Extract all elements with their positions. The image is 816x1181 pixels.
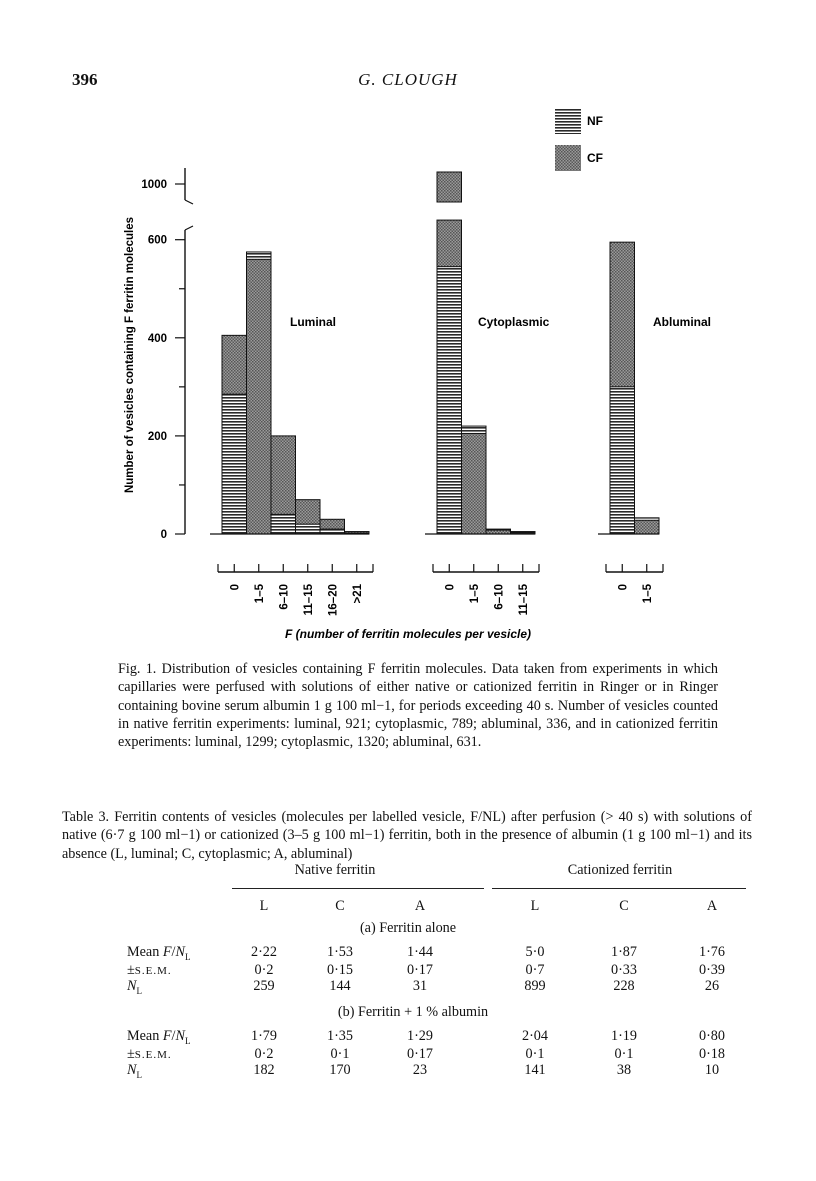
y-axis-break — [185, 226, 193, 230]
table-cell: 0·33 — [610, 962, 638, 978]
table-cell: 144 — [329, 978, 351, 994]
table-cell: 31 — [412, 978, 428, 994]
table-cell: 0·17 — [406, 1046, 434, 1062]
table-cell: 38 — [616, 1062, 632, 1078]
y-tick-label: 1000 — [141, 179, 167, 191]
table-cell: 141 — [524, 1062, 546, 1078]
table-cell: 2·22 — [250, 944, 278, 960]
x-tick-label: 11–15 — [517, 584, 530, 616]
table-cell: 0·1 — [525, 1046, 545, 1062]
x-tick-label: 0 — [617, 584, 630, 591]
x-tick-label: 6–10 — [493, 584, 506, 610]
table-cell: 228 — [613, 978, 635, 994]
x-tick-label: 0 — [444, 584, 457, 591]
col-header: C — [335, 898, 345, 914]
panel-abluminal — [598, 242, 711, 603]
row-label: ±S.E.M. — [127, 1046, 172, 1062]
table-cell: 0·7 — [525, 962, 545, 978]
panel-label: Abluminal — [653, 315, 712, 329]
col-header: C — [619, 898, 629, 914]
x-tick-label: 0 — [229, 584, 242, 591]
bar-cf — [635, 520, 660, 534]
y-tick-label: 400 — [147, 332, 167, 345]
row-label: $N_L$ — [127, 1062, 142, 1080]
table-cell: 2·04 — [521, 1028, 549, 1044]
table-cell: 1·44 — [406, 944, 434, 960]
table-cell: 182 — [253, 1062, 275, 1078]
table-cell: 0·1 — [614, 1046, 634, 1062]
col-header: A — [414, 898, 426, 914]
group-rule-cationized — [492, 888, 746, 889]
table-cell: 1·35 — [326, 1028, 354, 1044]
y-axis-label: Number of vesicles containing F ferritin molecules — [124, 216, 136, 494]
bar-nf — [610, 387, 635, 534]
table-cell: 0·17 — [406, 962, 434, 978]
bar-nf — [222, 394, 247, 534]
table-cell: 170 — [329, 1062, 351, 1078]
y-axis — [141, 168, 193, 541]
table-cell: 10 — [704, 1062, 720, 1078]
row-label: Mean $F/N_L$ — [127, 944, 191, 962]
x-tick-label: 1–5 — [468, 584, 481, 604]
table-cell: 1·76 — [698, 944, 726, 960]
row-label: ±S.E.M. — [127, 962, 172, 978]
y-tick-label: 600 — [147, 234, 167, 247]
row-label: Mean $F/N_L$ — [127, 1028, 191, 1046]
bar-nf — [271, 514, 296, 534]
table-cell: 1·19 — [610, 1028, 638, 1044]
figure-caption: Fig. 1. Distribution of vesicles containing F ferritin molecules. Data taken from experiments in which capillaries were perfused with solutions of either native or cationized ferritin in Ringer or in Ringer containing bovine serum albumin 1 g 100 ml−1, for periods exceeding 40 s. Number of vesicles counted in native ferritin experiments: luminal, 921; cytoplasmic, 789; abluminal, 336, and in cationized ferritin experiments: luminal, 1299; cytoplasmic, 1320; abluminal, 631. — [118, 661, 718, 751]
row-label: $N_L$ — [127, 978, 142, 996]
table-cell: 0·18 — [698, 1046, 726, 1062]
table-cell: 1·79 — [250, 1028, 278, 1044]
bar-nf — [437, 267, 462, 534]
x-tick-label: 11–15 — [302, 584, 315, 616]
x-tick-label: 1–5 — [253, 584, 266, 604]
col-header: L — [259, 898, 269, 914]
table-cell: 0·15 — [326, 962, 354, 978]
section-title: (a) Ferritin alone — [359, 920, 457, 936]
legend-label: CF — [587, 151, 603, 165]
section-title: (b) Ferritin + 1 % albumin — [337, 1004, 489, 1020]
y-tick-label: 200 — [147, 430, 167, 443]
x-tick-label: 6–10 — [278, 584, 291, 610]
table-cell: 0·80 — [698, 1028, 726, 1044]
col-header: A — [706, 898, 718, 914]
histogram-panels — [210, 172, 711, 616]
table-cell: 5·0 — [525, 944, 545, 960]
table-cell: 259 — [253, 978, 275, 994]
table-cell: 26 — [704, 978, 720, 994]
table-cell: 0·2 — [254, 962, 274, 978]
x-tick-label: 1–5 — [641, 584, 654, 604]
y-tick-label: 0 — [160, 529, 167, 541]
panel-label: Luminal — [290, 315, 337, 329]
col-header: L — [530, 898, 540, 914]
table-cell: 1·29 — [406, 1028, 434, 1044]
y-axis-break — [185, 200, 193, 204]
group-header-native: Native ferritin — [294, 862, 376, 878]
x-tick-label: >21 — [351, 584, 364, 604]
legend-swatch-nf — [555, 108, 581, 134]
group-rule-native — [232, 888, 484, 889]
table-cell: 23 — [412, 1062, 428, 1078]
table-cell: 1·87 — [610, 944, 638, 960]
panel-luminal — [210, 252, 373, 616]
table-cell: 0·1 — [330, 1046, 350, 1062]
bar-cf-upper — [437, 172, 462, 202]
table-cell: 899 — [524, 978, 546, 994]
table-cell: 1·53 — [326, 944, 354, 960]
running-head: G. CLOUGH — [358, 70, 458, 89]
x-axis-label: F (number of ferritin molecules per vesicle) — [284, 627, 532, 641]
bar-nf — [296, 524, 321, 534]
page-number: 396 — [72, 70, 98, 89]
group-header-cationized: Cationized ferritin — [567, 862, 673, 878]
table-caption: Table 3. Ferritin contents of vesicles (molecules per labelled vesicle, F/NL) after perfusion (> 40 s) with solutions of native (6·7 g 100 ml−1) or cationized (3–5 g 100 ml−1) ferritin, both in the presence of albumin (1 g 100 ml−1) and its absence (L, luminal; C, cytoplasmic; A, abluminal) — [62, 809, 752, 862]
legend-swatch-cf — [555, 145, 581, 171]
panel-label: Cytoplasmic — [478, 315, 550, 329]
x-tick-label: 16–20 — [327, 584, 340, 616]
bar-nf — [320, 529, 345, 534]
bar-cf — [462, 433, 487, 534]
panel-cytoplasmic — [425, 172, 550, 615]
table-cell: 0·39 — [698, 962, 726, 978]
legend-label: NF — [587, 114, 603, 128]
table-cell: 0·2 — [254, 1046, 274, 1062]
histogram-figure — [0, 100, 816, 655]
bar-cf — [247, 259, 272, 534]
figure-legend — [555, 108, 603, 171]
